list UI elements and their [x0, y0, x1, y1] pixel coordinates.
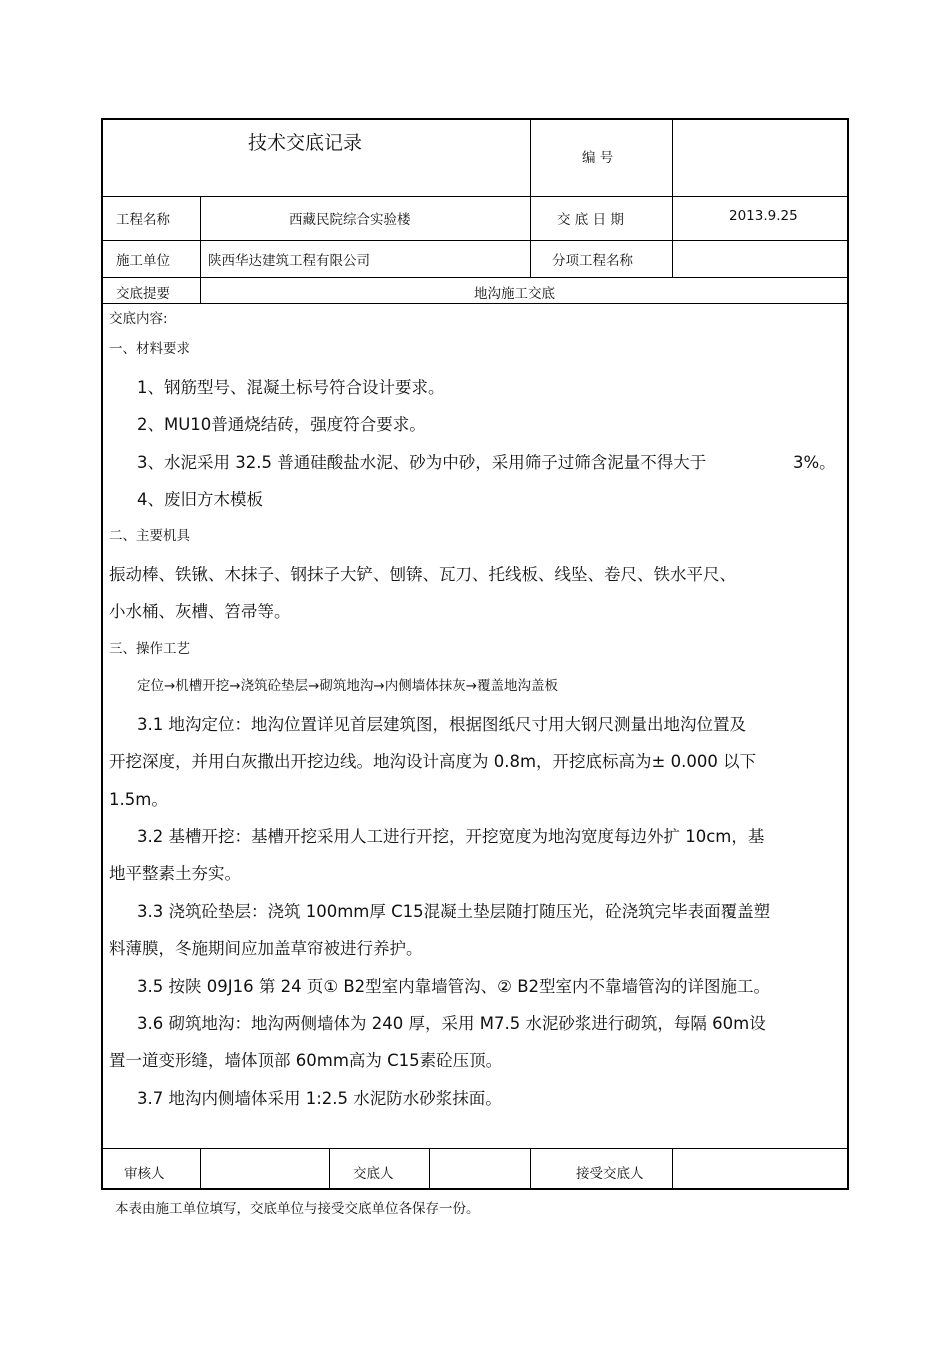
material-item-3-value: 3%。: [793, 453, 836, 472]
contractor-label: 施工单位: [116, 253, 170, 269]
step-3-6-line-2: 置一道变形缝，墙体顶部 60mm高为 C15素砼压顶。: [109, 1051, 503, 1070]
section-materials: 一、材料要求: [109, 341, 190, 357]
process-flow: 定位→机槽开挖→浇筑砼垫层→砌筑地沟→内侧墙体抹灰→覆盖地沟盖板: [137, 678, 559, 694]
sig-divider-2: [329, 1148, 330, 1190]
summary-value: 地沟施工交底: [474, 286, 555, 302]
summary-label: 交底提要: [116, 286, 170, 302]
material-item-1: 1、钢筋型号、混凝土标号符合设计要求。: [137, 378, 445, 397]
sig-divider-5: [672, 1148, 673, 1190]
row-divider-3: [101, 277, 849, 278]
sub-project-label: 分项工程名称: [552, 253, 633, 269]
step-3-3-line-1: 3.3 浇筑砼垫层：浇筑 100mm厚 C15混凝土垫层随打随压光，砼浇筑完毕表面覆盖塑: [137, 902, 771, 921]
step-3-5: 3.5 按陕 09J16 第 24 页① B2型室内靠墙管沟、② B2型室内不靠墙管沟的详图施工。: [137, 977, 771, 996]
row-divider-5: [101, 1148, 849, 1149]
row-divider-4: [101, 303, 849, 304]
step-3-1-line-2: 开挖深度，并用白灰撒出开挖边线。地沟设计高度为 0.8m，开挖底标高为± 0.000 以下: [109, 752, 757, 771]
material-item-2: 2、MU10普通烧结砖，强度符合要求。: [137, 415, 426, 434]
tools-line-1: 振动棒、铁锹、木抹子、钢抹子大铲、刨锛、瓦刀、托线板、线坠、卷尺、铁水平尺、: [109, 565, 736, 584]
step-3-1-line-3: 1.5m。: [109, 790, 168, 809]
section-tools: 二、主要机具: [109, 528, 190, 544]
footnote: 本表由施工单位填写，交底单位与接受交底单位各保存一份。: [115, 1201, 480, 1217]
col-divider-value: [672, 118, 673, 277]
project-name-label: 工程名称: [116, 212, 170, 228]
sig-divider-1: [200, 1148, 201, 1190]
section-process: 三、操作工艺: [109, 641, 190, 657]
step-3-7: 3.7 地沟内侧墙体采用 1:2.5 水泥防水砂浆抹面。: [137, 1089, 502, 1108]
step-3-2-line-1: 3.2 基槽开挖：基槽开挖采用人工进行开挖，开挖宽度为地沟宽度每边外扩 10cm，基: [137, 827, 765, 846]
sig-divider-3: [429, 1148, 430, 1190]
row-divider-2: [101, 240, 849, 241]
form-title: 技术交底记录: [248, 132, 363, 154]
col-divider-label: [200, 196, 201, 303]
material-item-4: 4、废旧方木模板: [137, 490, 263, 509]
contractor-value: 陕西华达建筑工程有限公司: [208, 253, 370, 269]
material-item-3: 3、水泥采用 32.5 普通硅酸盐水泥、砂为中砂，采用筛子过筛含泥量不得大于: [137, 453, 707, 472]
reviewer-label: 审核人: [124, 1166, 165, 1182]
step-3-1-line-1: 3.1 地沟定位：地沟位置详见首层建筑图，根据图纸尺寸用大钢尺测量出地沟位置及: [137, 715, 746, 734]
date-label: 交 底 日 期: [557, 212, 624, 228]
receiver-label: 接受交底人: [576, 1166, 644, 1182]
step-3-2-line-2: 地平整素土夯实。: [109, 864, 241, 883]
date-value: 2013.9.25: [729, 208, 798, 224]
number-label: 编 号: [582, 150, 614, 166]
tools-line-2: 小水桶、灰槽、笤帚等。: [109, 602, 291, 621]
content-heading: 交底内容:: [109, 311, 168, 327]
col-divider-main: [530, 118, 531, 277]
discloser-label: 交底人: [353, 1166, 394, 1182]
row-divider-1: [101, 196, 849, 197]
step-3-6-line-1: 3.6 砌筑地沟：地沟两侧墙体为 240 厚，采用 M7.5 水泥砂浆进行砌筑，每隔 60m设: [137, 1014, 766, 1033]
sig-divider-4: [530, 1148, 531, 1190]
project-name-value: 西藏民院综合实验楼: [289, 212, 411, 228]
step-3-3-line-2: 料薄膜，冬施期间应加盖草帘被进行养护。: [109, 939, 423, 958]
